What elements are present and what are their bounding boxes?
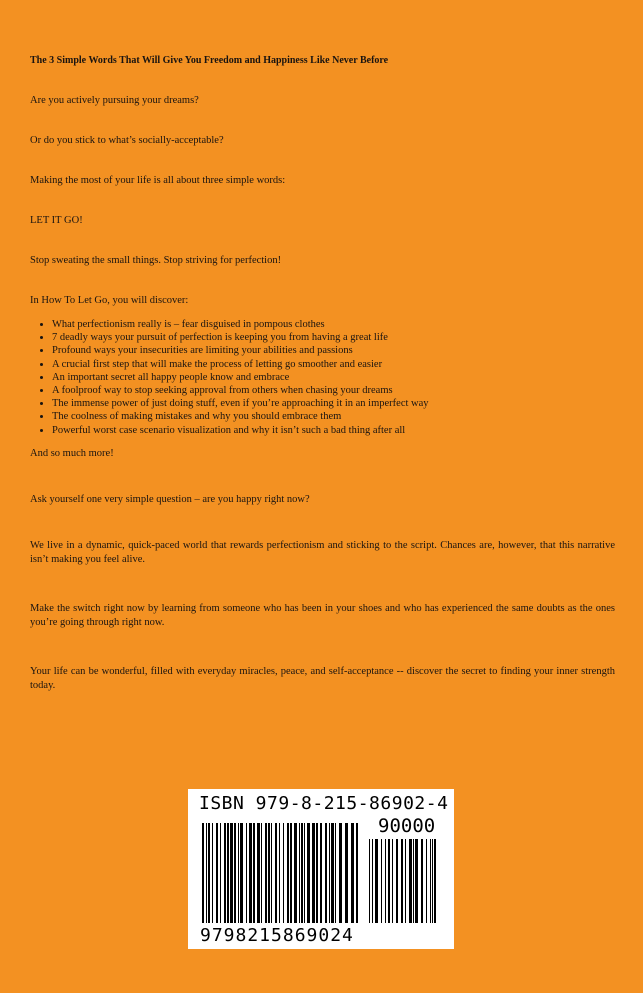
barcode-bar xyxy=(430,839,431,923)
list-item: • Profound ways your insecurities are limiting your abilities and passions xyxy=(52,344,615,357)
three-words-intro: Making the most of your life is all about three simple words: xyxy=(30,175,286,186)
discover-intro: In How To Let Go, you will discover: xyxy=(30,295,189,306)
barcode-bar xyxy=(375,839,378,923)
barcode-bar xyxy=(372,839,373,923)
make-the-switch-paragraph: Make the switch right now by learning from someone who has been in your shoes and who has experienced the same doubts as the ones you’re going through right now. xyxy=(30,602,615,628)
list-item: • A foolproof way to stop seeking approval from others when chasing your dreams xyxy=(52,384,615,397)
barcode-bar xyxy=(275,823,277,923)
barcode-bar xyxy=(339,823,342,923)
barcode-bar xyxy=(356,823,358,923)
barcode-bar xyxy=(392,839,393,923)
barcode-bar xyxy=(396,839,398,923)
barcode-bar xyxy=(240,823,243,923)
barcode-bar xyxy=(246,823,247,923)
barcode-bar xyxy=(320,823,322,923)
barcode-bar xyxy=(234,823,236,923)
barcode-bar xyxy=(261,823,262,923)
back-cover-text xyxy=(30,54,615,693)
barcode-bar xyxy=(325,823,327,923)
barcode-bar xyxy=(208,823,210,923)
barcode-bar xyxy=(265,823,267,923)
barcode-bar xyxy=(421,839,423,923)
barcode-bar xyxy=(220,823,221,923)
barcode-bar xyxy=(299,823,300,923)
barcode-bar xyxy=(385,839,386,923)
cover-headline: The 3 Simple Words That Will Give You Freedom and Happiness Like Never Before xyxy=(30,55,389,66)
barcode-bar xyxy=(351,823,354,923)
barcode-bar xyxy=(432,839,433,923)
isbn-number: ISBN 979-8-215-86902-4 xyxy=(199,793,449,814)
barcode-bar xyxy=(405,839,406,923)
list-item: • 7 deadly ways your pursuit of perfection is keeping you from having a great life xyxy=(52,331,615,344)
barcode-bar xyxy=(434,839,436,923)
list-item: • Powerful worst case scenario visualization and why it isn’t such a bad thing after all xyxy=(52,424,615,437)
barcode-bar xyxy=(202,823,204,923)
barcode-bar xyxy=(413,839,414,923)
barcode-bar xyxy=(329,823,330,923)
barcode-bar xyxy=(279,823,280,923)
barcode-bar xyxy=(287,823,289,923)
barcode-bar xyxy=(249,823,252,923)
ean-number: 9798215869024 xyxy=(200,925,354,946)
barcode-bar xyxy=(312,823,315,923)
list-item: • What perfectionism really is – fear disguised in pompous clothes xyxy=(52,318,615,331)
barcode-bar xyxy=(271,823,272,923)
barcode-bar xyxy=(401,839,403,923)
barcode-bar xyxy=(294,823,297,923)
stop-sweating-line: Stop sweating the small things. Stop striving for perfection! xyxy=(30,255,282,266)
barcode-bar xyxy=(283,823,284,923)
barcode-bar xyxy=(409,839,412,923)
barcode-bar xyxy=(290,823,292,923)
list-item: • The immense power of just doing stuff, even if you’re approaching it in an imperfect way xyxy=(52,397,615,410)
inner-strength-paragraph: Your life can be wonderful, filled with everyday miracles, peace, and self-acceptance -- discover the secret to finding your inner strength today. xyxy=(30,665,615,691)
barcode-bar xyxy=(388,839,390,923)
barcode-bar xyxy=(335,823,336,923)
barcode-bar xyxy=(381,839,382,923)
barcode-bar xyxy=(268,823,270,923)
barcode-bar xyxy=(307,823,310,923)
barcode-bar xyxy=(304,823,305,923)
barcode-bar xyxy=(369,839,370,923)
price-code: 90000 xyxy=(378,815,436,837)
barcode-bar xyxy=(426,839,427,923)
list-item: • A crucial first step that will make the process of letting go smoother and easier xyxy=(52,358,615,371)
barcode-bar xyxy=(238,823,239,923)
barcode-bar xyxy=(253,823,255,923)
happy-question: Ask yourself one very simple question – are you happy right now? xyxy=(30,493,310,505)
question-socially-acceptable: Or do you stick to what’s socially-acceptable? xyxy=(30,135,224,146)
barcode-bar xyxy=(331,823,334,923)
list-item: • The coolness of making mistakes and why you should embrace them xyxy=(52,410,615,423)
dynamic-world-paragraph: We live in a dynamic, quick-paced world that rewards perfectionism and sticking to the script. Chances are, however, that this narrative isn’t making you feel alive. xyxy=(30,539,615,565)
barcode-bar xyxy=(316,823,318,923)
list-item: • An important secret all happy people know and embrace xyxy=(52,371,615,384)
barcode-bar xyxy=(212,823,213,923)
question-dreams: Are you actively pursuing your dreams? xyxy=(30,95,199,106)
barcode-bar xyxy=(415,839,418,923)
barcode-bar xyxy=(301,823,303,923)
barcode-bar xyxy=(345,823,348,923)
isbn-barcode xyxy=(188,789,454,949)
barcode-bar xyxy=(257,823,260,923)
barcode-bar xyxy=(206,823,207,923)
let-it-go-line: LET IT GO! xyxy=(30,215,83,226)
barcode-bar xyxy=(224,823,226,923)
discover-list xyxy=(30,318,615,437)
so-much-more: And so much more! xyxy=(30,447,114,459)
barcode-bar xyxy=(216,823,218,923)
barcode-bar xyxy=(230,823,233,923)
barcode-bar xyxy=(227,823,229,923)
